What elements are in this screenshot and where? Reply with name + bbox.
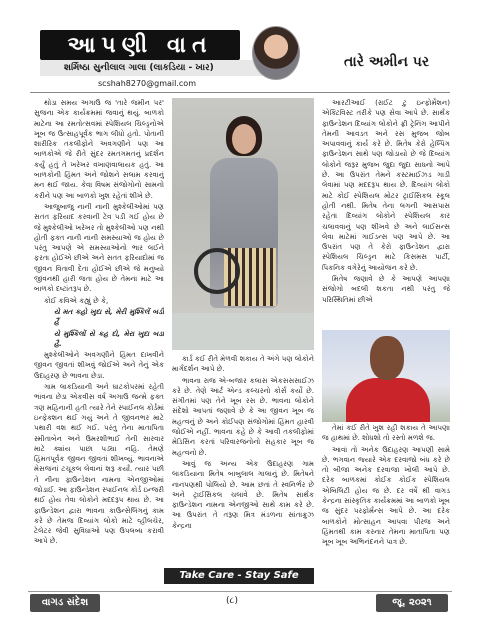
paragraph: થોડા સમય અગાઉ જ 'તારે જમીન પર' સુજના એક કાર્યક્રમમાં જવાનું થયું. બાળકો માટેના આ રમતોત્સવમાં સ્પેશિયલ ચિલ્ડ્રનોએ ખૂબ જ ઉત્સાહપૂર્વક ભાગ લીધો હતો. પોતાની શારીરિક તકલીફોને અવગણીને પણ આ બાળકોએ જે રીતે સુંદર રમતગમતનું પ્રદર્શન કર્યું હતું તે ખરેખર વખાણવાલાયક હતું. આ બાળકોની હિંમત અને જોશને સલામ કરવાનું મન થઈ જાય. કેવા વિષમ સંજોગોનો સામનો કરીને પણ આ બાળકો ખુશ રહેતાં શીખે છે.: [34, 98, 164, 200]
quote-line: યે મુશ્કિલોં સે કહ દો, મેરા ખુદા બડા હૈ.: [54, 328, 164, 348]
article-column-1: [34, 98, 164, 556]
wheelchair-photo: [172, 98, 314, 350]
column-title: તારે અમીન પર: [344, 54, 430, 70]
paragraph: આજુબાજુ નાની નાની મુશ્કેલીઓમાં પણ સતત ફરિયાદ કરવાની ટેવ પડી ગઈ હોય છે જે મુશ્કેલીઓ ખરેખર તો મુશ્કેલીઓ પણ નથી હોતી ફક્ત નાની નાની સમસ્યાઓ જ હોય છે પરંતુ આપણે એ સમસ્યાઓનો ભાર લઈને ફરતા હોઈએ છીએ અને સતત ફરિયાદોમાં જ જીવન વિતાવી દેતા હોઈએ છીએ જે મનુષ્યો જીવનથી હારી જતા હોય છે તેમના માટે આ બાળકો દષ્ટાંતરૂપ છે.: [34, 201, 164, 294]
man-portrait-photo: [322, 330, 450, 422]
paragraph: ભાવના રાજ એ-બજાર કલાસ એકસસસાઈઝ કરે છે. તેણે આર્ટ એન્ડ કલ્ચરનો કોર્સ કર્યો છે. સંગીતમાં પણ તેને ખૂબ રસ છે. ભાવના લોકોને સંદેશો આપતાં જણાવે છે કે આ જીવન ખૂબ જ મહત્વનું છે અને કોઈપણ સંજોગોમાં હિંમત હારવી જોઈએ નહીં. ભાવના કહે છે કે આવી તકલીફોમાં મેડિસિન કરતાં પરિવારજનોનો સહકાર ખૂબ જ મહત્વનો છે.: [172, 375, 314, 457]
paragraph: કોઈ કવિએ કહ્યું છે કે,: [44, 295, 109, 305]
paragraph: કાર્ડ કઈ રીતે મેળવી શકાય તે અંગે પણ લોકોને માર્ગદર્શન આપે છે.: [172, 354, 314, 374]
section-title: આપણી વાત: [40, 30, 240, 60]
publication-name: વાગડ સંદેશ: [30, 594, 100, 612]
author-portrait: [252, 26, 300, 80]
quote-line: યે મત કહો ખુદા સે, મેરી મુશ્કિલેં બડી હૈં: [54, 306, 164, 327]
article-column-3: [322, 98, 450, 330]
paragraph: આવું જ અન્ય એક ઉદાહરણ ગામ લાકડિયાના મિતેષ બાબુલાલ ગાલાનું છે. મિતેષને નાનપણથી પોલિયો છે. આમ છતાં તે સ્વનિર્ભર છે અને ટ્રાઈસિકલ ચલાવે છે. મિતેષ સાર્થક ફાઉન્ડેશન નામના એનજીઓ સાથે કામ કરે છે. આ ઉપરાંત તે તરૂણ મિત્ર મંડળના સાંતાક્રુઝ કેન્દ્રના: [172, 458, 314, 530]
paragraph: મુશ્કેલીઓને અવગણીને હિંમત દાખવીને જીવન જીવતાં શીખવું જોઈએ અને તેનું એક ઉદાહરણ છે ભાવના છેડા.: [34, 350, 164, 380]
paragraph: મિતેષ જણાવે છે કે આપણે આપણા સંજોગો બદલી શકતા નથી પરંતુ જે પરિસ્થિતિમાં છીએ: [322, 274, 450, 304]
page-header: [0, 0, 480, 92]
header-divider: [30, 92, 450, 93]
slogan-banner: Take Care - Stay Safe: [164, 568, 314, 584]
paragraph: ગામ લાકડિયાની અને ઘાટકોપરમાં રહેતી ભાવના છેડા એકવીસ વર્ષ અગાઉ જન્મે ફક્ત ત્રણ મહિનાની હતી ત્યારે તેને સ્પાઈનલ કોર્ડમાં ઇન્ફેક્શન થઈ ગયું અને તે જીવનભર માટે પથારી વશ થઈ ગઈ. પરંતુ તેના માતાપિતા સ્મીતાબેન અને ઉમરશીભાઈ તેની સારવાર માટે ક્યાંય પાછા પડ્યા નહિ. તેમણે હિંમતપૂર્વક જીવન જીવતાં શીખવ્યું. ભાવનાએ મેસજનાં ટચૂકલ લેવાનાં શરૂ કર્યાં. ત્યાર પછી તે નીના ફાઉન્ડેશન નામના એનજીઓમાં જોડાઈ. આ ફાઉન્ડેશન સ્પાઈનલ કોર્ડ ઇન્જરી થઈ હોય તેવા લોકોને મદદરૂપ થાય છે. આ ફાઉન્ડેશન દ્વારા ભાવના કાઉન્સેલિંગનું કામ કરે છે તેમજ દિવ્યાંગ લોકો માટે વ્હીલચેર, ટેલેટર જેવી સુવિધાઓ પણ ઉપલબ્ધ કરાવી આપે છે.: [34, 382, 164, 546]
article-column-2: [172, 354, 314, 556]
paragraph: આવાં તો અનેક ઉદાહરણ આપણી સામે છે. ભગવાન જ્યારે એક દરવાજો બંધ કરે છે તો બીજા અનેક દરવાજા ખોલી આપે છે. દરેક બાળકમાં કોઈક કોઈક સ્પેશિયલ એબિલિટી હોય જ છે. દર વર્ષે થી વાગડ કેન્દ્રના સાંસ્કૃતિક કાર્યક્રમમાં આ બાળકો ખૂબ જ સુંદર પરફોર્મન્સ આપે છે. આ દરેક બાળકોને મોત્સાહન આપવા પીરજ અને હિંમતથી કામ કરનાર તેમના માતાપિતા પણ ખૂબ ખૂબ અભિનંદનને પાત્ર છે.: [322, 444, 450, 547]
author-name: શર્મિષ્ઠા સુનીલાલ ગાલા (લાકડિયા - ખાર): [40, 60, 280, 76]
author-email: scshah8270@gmail.com: [98, 79, 196, 88]
page-number: (૮): [226, 596, 238, 606]
paragraph: તેમાં કઈ રીતે ખુશ રહી શકાય તે આપણા જ હાથમાં છે. શોધશો તો રસ્તો મળશે જ.: [322, 423, 450, 443]
issue-date: જૂ. ૨૦૨૧: [376, 594, 448, 612]
article-column-3-continued: [322, 423, 450, 556]
footer-divider: [28, 591, 452, 592]
paragraph: આરટીઆઈ (રાઈટ ટુ ઇન્ફોર્મેશન) એક્ટિવિસ્ટ તરીકે પણ સેવા આપે છે. સાર્થક ફાઉન્ડેશન દિવ્યાંગ લોકોને ફ્રી ટ્રેનિંગ આપીને તેમની આવડત અને રસ મુજબ જોબ અપાવવાનું કાર્ય કરે છે. મિતેષ કેરો હેલ્પિંગ ફાઉન્ડેશન સાથે પણ જોડાયો છે જે દિવ્યાંગ લોકોને જરૂર મુજબ જુદા જુદા સાધનો આપે છે. આ ઉપરાંત તેમને કસ્ટમાઈઝડ ગાડી લેવામાં પણ મદદરૂપ થાય છે. દિવ્યાંગ લોકો માટે કોઈ સ્પેશિયલ મોટર ટ્રાઈસિકલ સ્કૂલ હોતી નથી. મિતેષ તેના લગની આસપાસ રહેતા દિવ્યાંગ લોકોને સ્પેશિયલ કાર ચલાવવાનું પણ શીખવે છે અને લાઈસન્સ લેવા માટેમાં ગાઈડન્સ પણ આપે છે. આ ઉપરાંત પણ તે કેરો ફાઉન્ડેશન દ્વારા સ્પેશિયલ ચિલ્ડ્રન માટે કિસમસ પાર્ટી, પિકનિક વગેરેનું આયોજન કરે છે.: [322, 98, 450, 272]
